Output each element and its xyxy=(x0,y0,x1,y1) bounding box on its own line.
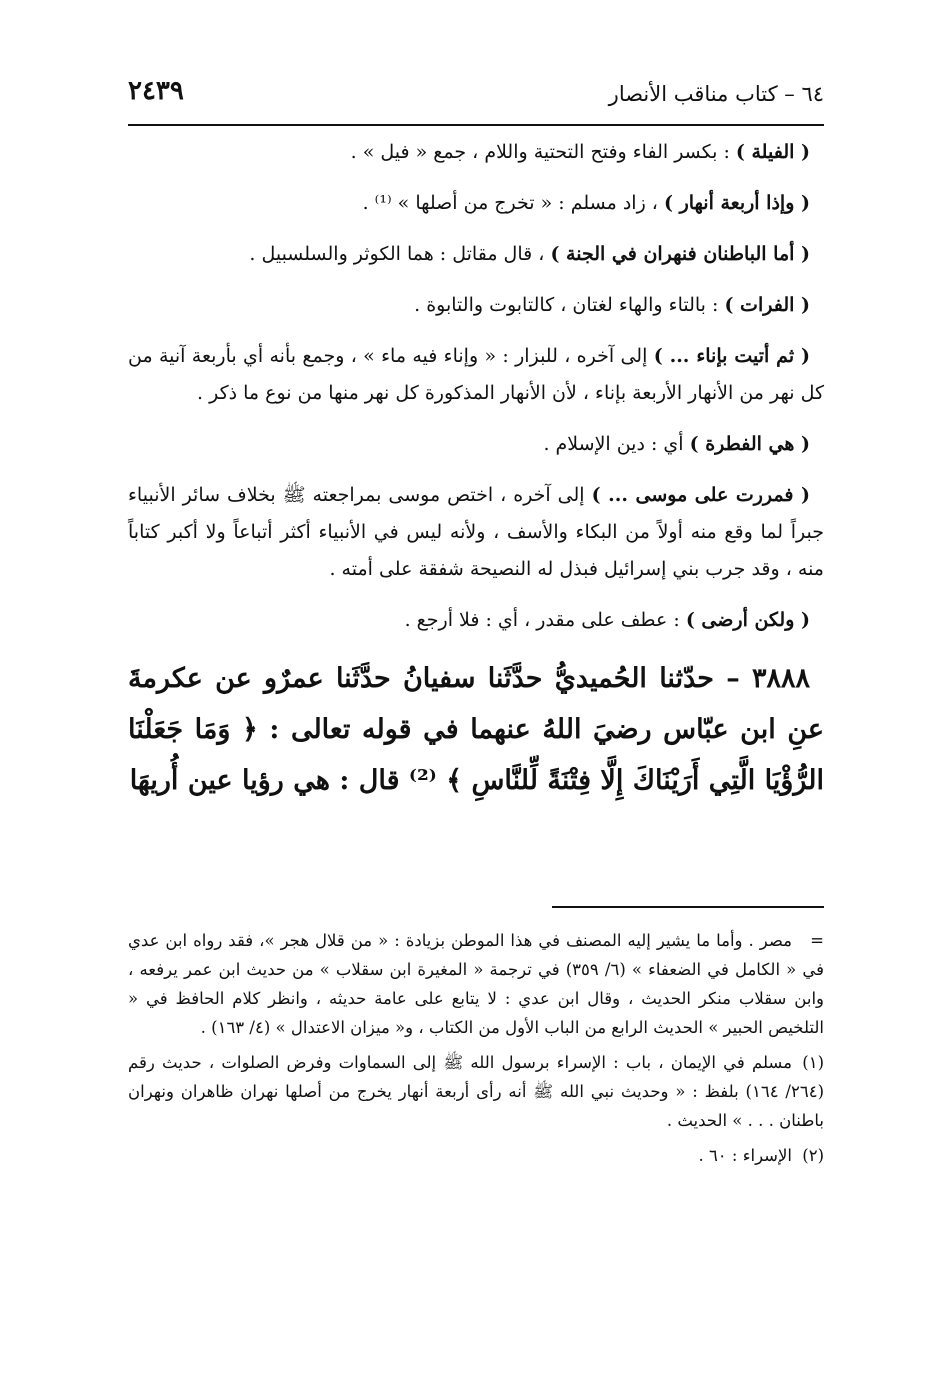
commentary-paragraph: ( ثم أتيت بإناء ... ) إلى آخره ، للبزار : « وإناء فيه ماء » ، وجمع بأنه أي بأربعة آنية من كل نهر من الأنهار الأربعة بإناء ، لأن الأنهار المذكورة كل نهر منها من نوع ما ذكر . xyxy=(128,345,824,404)
commentary-paragraph: ( ولكن أرضى ) : عطف على مقدر ، أي : فلا أرجع . xyxy=(404,609,810,631)
footnote-1: (١)مسلم في الإيمان ، باب : الإسراء برسول الله ﷺ إلى السماوات وفرض الصلوات ، حديث رقم (٢٦٤/ ١٦٤) بلفظ : « وحديث نبي الله ﷺ أنه رأى أربعة أنهار يخرج من أصلها نهران ظاهران ونهران باطنان . . . » الحديث . xyxy=(128,1053,824,1130)
page-header xyxy=(128,76,824,122)
quran-verse: ﴿ وَمَا جَعَلْنَا الرُّؤْيَا الَّتِي أَرَيْنَاكَ إِلَّا فِتْنَةً لِّلنَّاسِ ﴾ xyxy=(128,714,824,796)
footnote-continued: =مصر . وأما ما يشير إليه المصنف في هذا الموطن بزيادة : « من قلال هجر »، فقد رواه ابن عدي في « الكامل في الضعفاء » (٦/ ٣٥٩) في ترجمة « المغيرة ابن سقلاب » من حديث ابن عمر يرفعه ، وابن سقلاب منكر الحديث ، وقال ابن عدي : لا يتابع على عامة حديثه ، وانظر كلام الحافظ في « التلخيص الحبير » الحديث الرابع من الباب الأول من الكتاب ، و« ميزان الاعتدال » (٤/ ١٦٣) . xyxy=(128,931,824,1037)
hadith-number: ٣٨٨٨ – xyxy=(726,663,810,694)
page-number: ٢٤٣٩ xyxy=(128,76,184,106)
hadith-text: ٣٨٨٨ – حدّثنا الحُميديُّ حدَّثَنا سفيانُ حدَّثَنا عمرٌو عن عكرمةَ عنِ ابن عبّاس رضيَ اللهُ عنهما في قوله تعالى : ﴿ وَمَا جَعَلْنَا الرُّؤْيَا الَّتِي أَرَيْنَاكَ إِلَّا فِتْنَةً لِّلنَّاسِ ﴾ ⁽²⁾ قال : هي رؤيا عين أُريهَا xyxy=(128,663,824,796)
commentary-paragraph: ( هي الفطرة ) أي : دين الإسلام . xyxy=(543,433,810,455)
footnote-2: (٢)الإسراء : ٦٠ . xyxy=(698,1146,824,1165)
footnotes xyxy=(128,926,824,1176)
chapter-title: ٦٤ – كتاب مناقب الأنصار xyxy=(608,82,824,106)
header-rule xyxy=(128,124,824,126)
commentary-paragraph: ( وإذا أربعة أنهار ) ، زاد مسلم : « تخرج من أصلها » ⁽¹⁾ . xyxy=(362,192,810,214)
commentary-paragraph: ( الفيلة ) : بكسر الفاء وفتح التحتية واللام ، جمع « فيل » . xyxy=(350,141,810,163)
commentary-paragraph: ( الفرات ) : بالتاء والهاء لغتان ، كالتابوت والتابوة . xyxy=(414,294,810,316)
commentary-paragraph: ( أما الباطنان فنهران في الجنة ) ، قال مقاتل : هما الكوثر والسلسبيل . xyxy=(249,243,810,265)
commentary-paragraph: ( فمررت على موسى ... ) إلى آخره ، اختص موسى بمراجعته ﷺ بخلاف سائر الأنبياء جبراً لما وقع منه أولاً من البكاء والأسف ، ولأنه ليس في الأنبياء أكثر أتباعاً ولا أكبر كتاباً منه ، وقد جرب بني إسرائيل فبذل له النصيحة شفقة على أمته . xyxy=(128,484,824,580)
commentary-body xyxy=(128,134,824,806)
footnote-rule xyxy=(552,906,824,908)
